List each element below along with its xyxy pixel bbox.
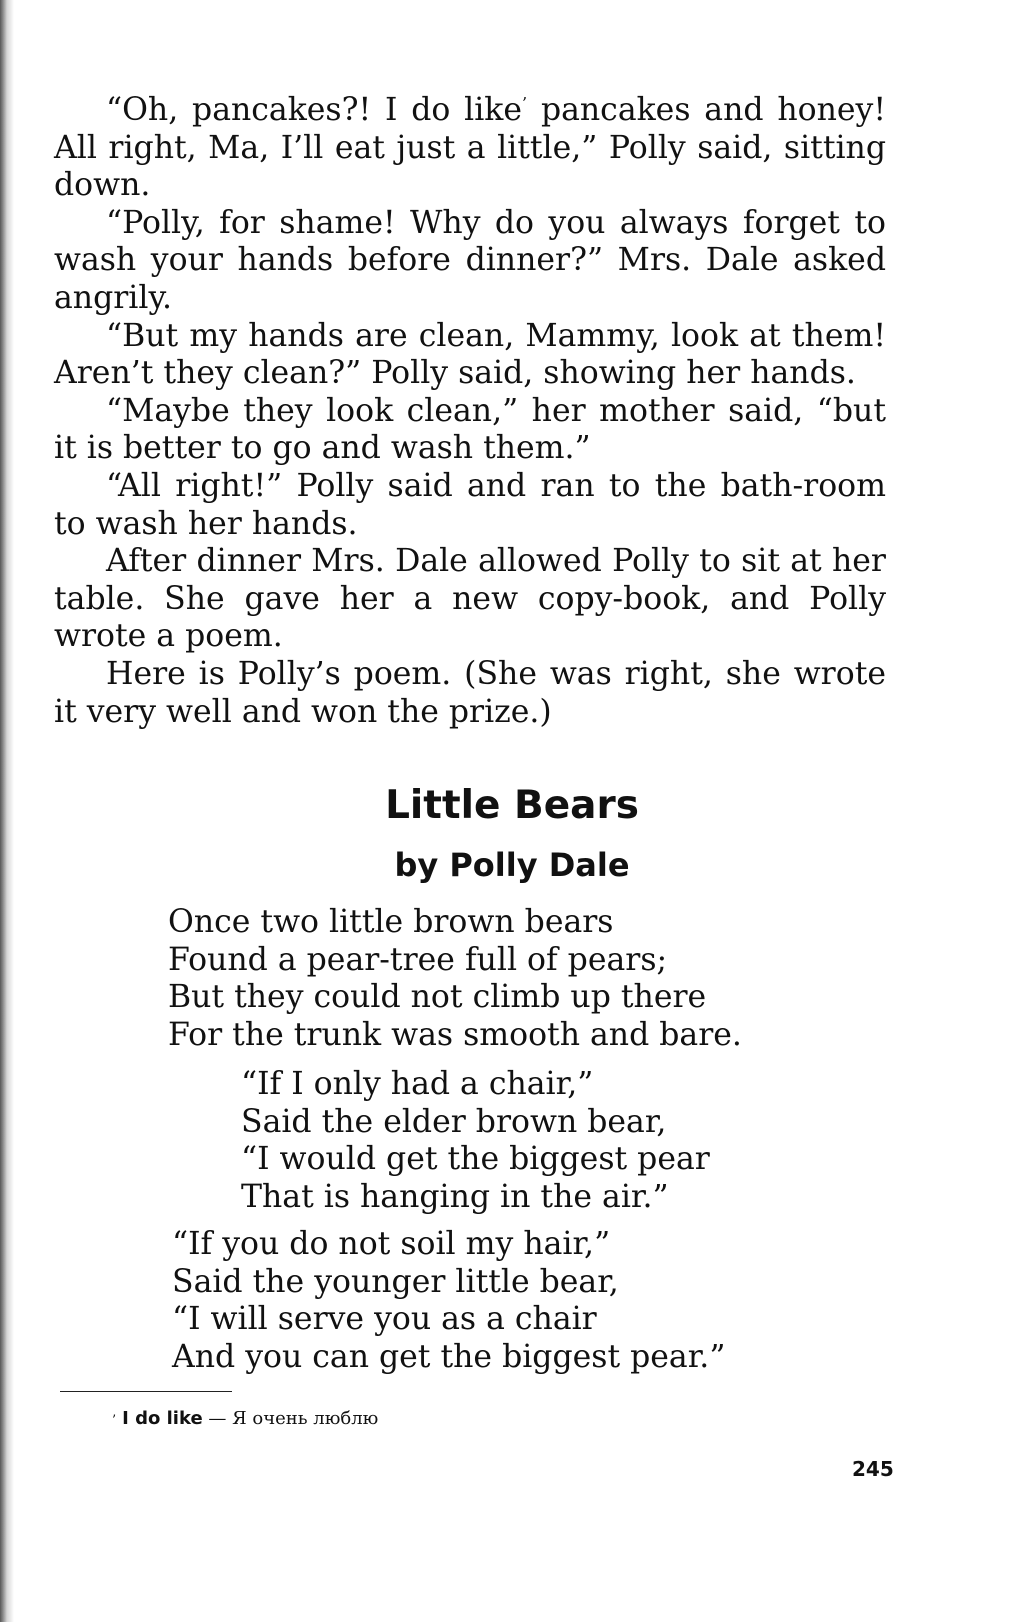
poem-line: Said the younger little bear, — [172, 1263, 619, 1300]
footnote-mark: ’ — [112, 1413, 117, 1428]
footnote-divider — [60, 1391, 232, 1392]
paragraph-text: “Oh, pancakes?! I do like — [106, 92, 523, 128]
poem-stanza — [172, 1226, 725, 1376]
paragraph: “Maybe they look clean,” her mother said, “but it is better to go and wash them.” — [54, 392, 886, 467]
paragraph: Here is Polly’s poem. (She was right, she wrote it very well and won the prize.) — [54, 655, 886, 730]
prose-section — [54, 92, 886, 731]
poem-line: “If I only had a chair,” — [241, 1066, 594, 1102]
paragraph — [54, 92, 886, 205]
poem-line: For the trunk was smooth and bare. — [168, 1016, 742, 1053]
poem-line: Once two little brown bears — [168, 904, 614, 940]
poem-line: And you can get the biggest pear.” — [172, 1338, 726, 1375]
paragraph: “All right!” Polly said and ran to the bath-room to wash her hands. — [54, 467, 886, 542]
poem-stanza — [241, 1066, 710, 1216]
poem-title: Little Bears — [385, 783, 639, 828]
poem-line: “If you do not soil my hair,” — [172, 1226, 611, 1262]
footnote — [112, 1408, 378, 1432]
poem-line: But they could not climb up there — [168, 979, 707, 1016]
footnote-dash: — — [202, 1408, 233, 1429]
poem-line: That is hanging in the air.” — [241, 1178, 669, 1215]
page-number: 245 — [852, 1457, 894, 1481]
footnote-term: I do like — [122, 1408, 203, 1429]
poem-line: Found a pear-tree full of pears; — [168, 941, 668, 978]
footnote-translation: Я очень люблю — [232, 1408, 379, 1429]
paragraph-text: pancakes and honey! All right, Ma, I’ll eat just a little,” Polly said, sitting down. — [54, 92, 886, 204]
poem-author: by Polly Dale — [394, 846, 630, 884]
footnote-reference: ’ — [522, 93, 528, 113]
paragraph: After dinner Mrs. Dale allowed Polly to sit at her table. She gave her a new copy-book, and Polly wrote a poem. — [54, 543, 886, 655]
poem-line: Said the elder brown bear, — [241, 1103, 667, 1140]
paragraph: “Polly, for shame! Why do you always forget to wash your hands before dinner?” Mrs. Dale asked angrily. — [54, 204, 886, 316]
poem-line: “I would get the biggest pear — [241, 1141, 710, 1178]
poem-line: “I will serve you as a chair — [172, 1301, 597, 1338]
paragraph: “But my hands are clean, Mammy, look at them! Aren’t they clean?” Polly said, showing her hands. — [54, 317, 886, 392]
poem-stanza — [168, 904, 742, 1054]
